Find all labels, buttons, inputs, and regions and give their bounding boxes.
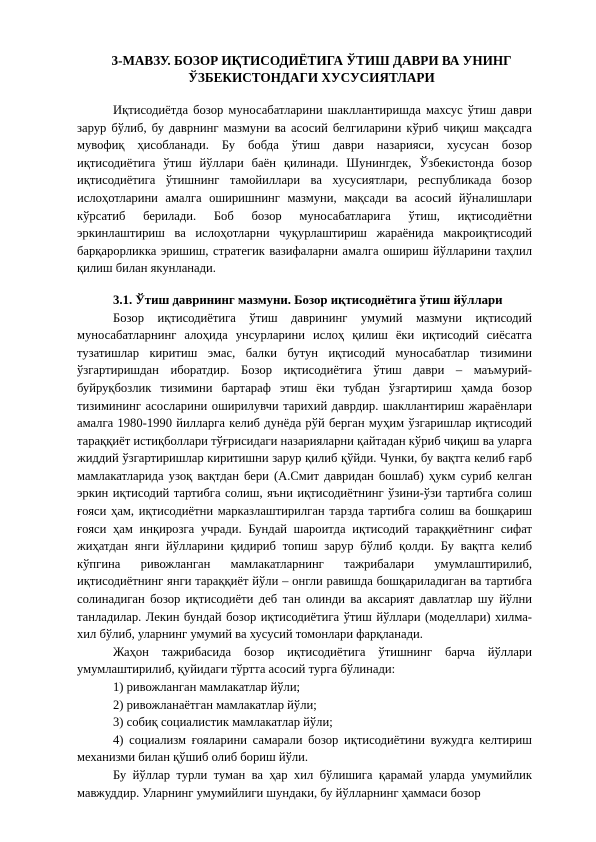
document-title <box>77 52 532 86</box>
intro-paragraph: Иқтисодиётда бозор муносабатларини шакллантиришда махсус ўтиш даври зарур бўлиб, бу даврнинг мазмуни ва асосий белгиларини кўриб чиқиш мақсадга мувофиқ ҳисобланади. Бу бобда ўтиш даври назарияси, хусусан бозор иқтисодиётига ўтиш йўллари баён қилинади. Шунингдек, Ўзбекистонда бозор иқтисодиётига ўтишнинг тамойиллари ва хусусиятлари, республикада бозор ислоҳотларини амалга оширишнинг мазмуни, мақсади ва асосий йўналишлари кўрсатиб берилади. Боб бозор муносабатларига ўтиш, иқтисодиётни эркинлаштириш ва ислоҳотларни чуқурлаштириш жараёнида макроиқтисодий барқарорликка эришиш, стратегик вазифаларни амалга ошириш йўлларини таҳлил қилиш билан якунланади. <box>77 103 532 276</box>
title-line-2: ЎЗБЕКИСТОНДАГИ ХУСУСИЯТЛАРИ <box>188 70 435 85</box>
body-paragraph-2: Жаҳон тажрибасида бозор иқтисодиётига ўтишнинг барча йўллари умумлаштирилиб, қуйидаги тўртта асосий турга бўлинади: <box>77 644 532 677</box>
document-page <box>77 52 532 802</box>
list-item: 1) ривожланган мамлакатлар йўли; <box>113 680 301 694</box>
body-paragraph-3: Бу йўллар турли туман ва ҳар хил бўлишига қарамай уларда умумийлик мавжуддир. Уларнинг умумийлиги шундаки, бу йўлларнинг ҳаммаси бозор <box>77 767 532 800</box>
section-heading: 3.1. Ўтиш даврининг мазмуни. Бозор иқтисодиётига ўтиш йўллари <box>113 292 503 307</box>
list-item: 2) ривожланаётган мамлакатлар йўли; <box>113 697 317 712</box>
list-item: 3) собиқ социалистик мамлакатлар йўли; <box>113 715 333 730</box>
body-paragraph-1: Бозор иқтисодиётига ўтиш даврининг умумий мазмуни иқтисодий муносабатларнинг алоҳида унсурларини ислоҳ қилиш ёки иқтисодий сиёсатга тузатишлар киритиш эмас, балки бутун иқтисодий муносабатлар тизимини ўзгартиришдан иборатдир. Бозор иқтисодиётига ўтиш даври – маъмурий-буйруқбозлик тизимини бартараф этиш ёки тубдан ўзгартириш ҳамда бозор тизимининг асосларини оширилувчи тарихий даврдир. шакллантириш жараёнлари амалга 1980-1990 йилларга келиб дунёда рўй берган муҳим ўзгаришлар иқтисодий тараққиёт истиқболлари тўғрисидаги назарияларни қайтадан кўриб чиқиш ва уларга жиддий ўзгартиришлар киритишни зарур қилиб қўйди. Чунки, бу вақтга келиб ғарб мамлакатларида узоқ вақтдан бери (А.Смит давридан бошлаб) ҳукм суриб келган эркин иқтисодий тартибга солиш, яъни иқтисодиётнинг ўзини-ўзи тартибга солиш ғояси ҳам, иқтисодиётни марказлаштирилган тарзда тартибга солиш ва бошқариш ғояси ҳам инқирозга учради. Бундай шароитда иқтисодий тараққиётнинг сифат жиҳатдан янги йўлларини қидириб топиш зарур бўлиб қолди. Бу вақтга келиб кўпгина ривожланган мамлакатларнинг тажрибалари умумлаштирилиб, иқтисодиётнинг янги тараққиёт йўли – онгли равишда бошқариладиган ва тартибга солинадиган бозор иқтисодиёти деб тан олинди ва аксарият давлатлар шу йўлни танладилар. Лекин бундай бозор иқтисодиётига ўтиш йўллари (моделлари) хилма-хил бўлиб, уларнинг умумий ва хусусий томонлари фарқланади. <box>77 310 532 642</box>
list-item: 4) социализм ғояларини самарали бозор иқтисодиётини вужудга келтириш механизми билан қўшиб олиб бориш йўли. <box>77 732 532 765</box>
title-line-1: 3-МАВЗУ. БОЗОР ИҚТИСОДИЁТИГА ЎТИШ ДАВРИ ВА УНИНГ <box>111 53 512 68</box>
